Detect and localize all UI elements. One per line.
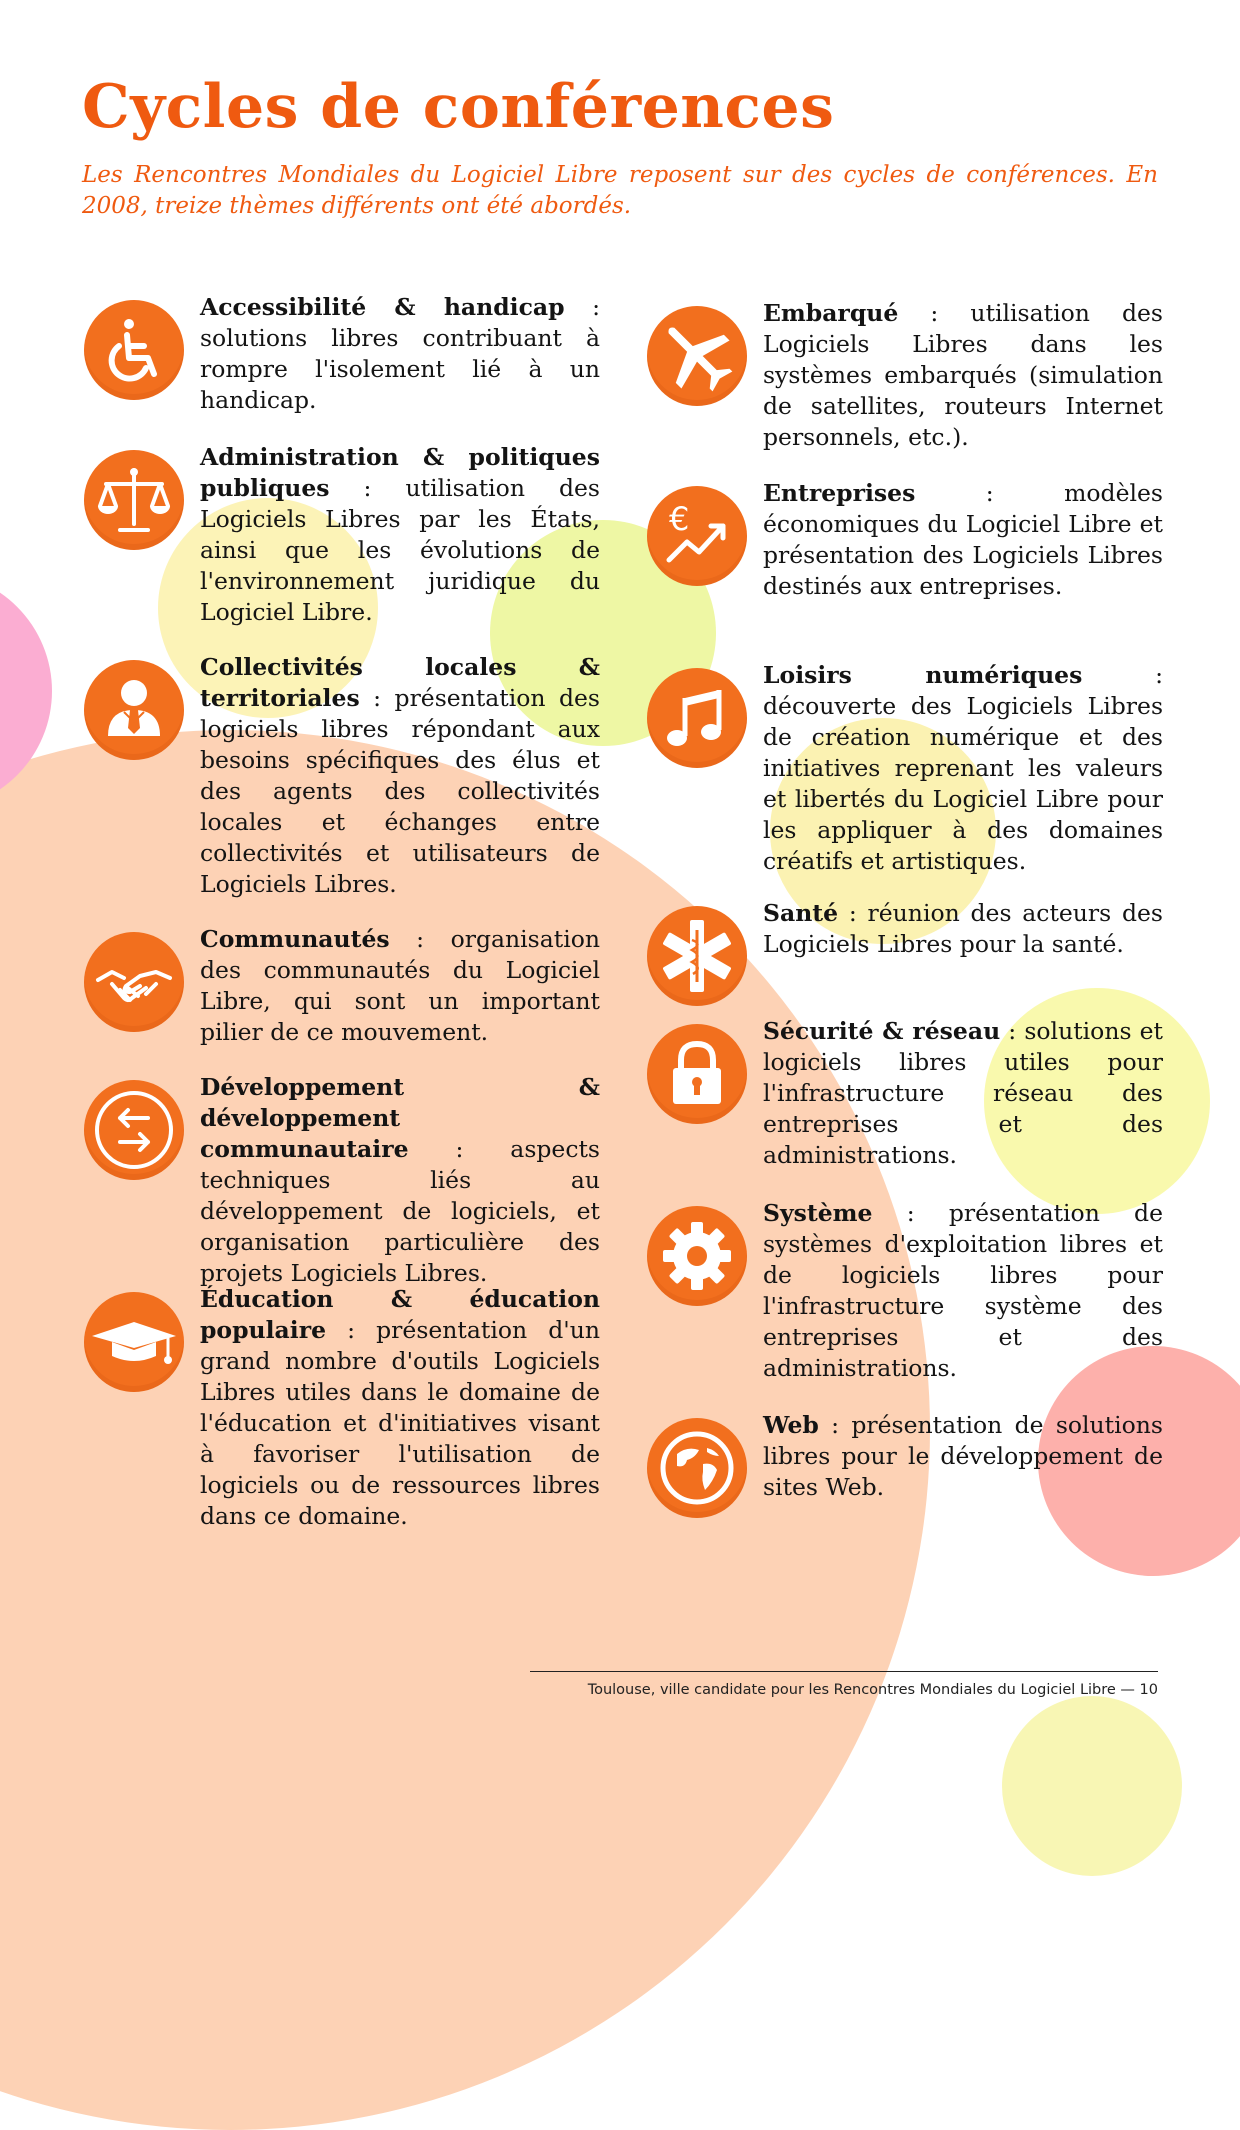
graduation-cap-icon — [84, 1292, 184, 1392]
official-person-icon — [84, 660, 184, 760]
theme-text — [763, 1016, 1163, 1171]
theme-title: Entreprises — [763, 479, 916, 507]
theme-desc: : présentation d'un grand nombre d'outils Logiciels Libres utiles dans le domaine de l'éducation et d'initiatives visant à favoriser l'utilisation de logiciels ou de ressources libres dans ce domaine. — [200, 1316, 600, 1530]
theme-desc: : présentation des logiciels libres répondant aux besoins spécifiques des élus et des agents des collectivités locales et échanges entre collectivités et utilisateurs de Logiciels Libres. — [200, 684, 600, 898]
theme-text — [200, 1284, 600, 1532]
medical-star-icon — [647, 906, 747, 1006]
globe-icon — [647, 1418, 747, 1518]
theme-text — [763, 298, 1163, 453]
footer-divider — [530, 1671, 1158, 1672]
theme-desc: : utilisation des Logiciels Libres par les États, ainsi que les évolutions de l'environnement juridique du Logiciel Libre. — [200, 474, 600, 626]
theme-desc: : solutions libres contribuant à rompre l'isolement lié à un handicap. — [200, 293, 600, 414]
theme-text — [763, 1410, 1163, 1503]
theme-text — [200, 1072, 600, 1289]
theme-text — [763, 478, 1163, 602]
theme-text — [200, 652, 600, 900]
intro-paragraph: Les Rencontres Mondiales du Logiciel Libre reposent sur des cycles de conférences. En 2008, treize thèmes différents ont été abordés. — [82, 162, 1158, 219]
theme-title: Communautés — [200, 925, 390, 953]
theme-text — [763, 660, 1163, 877]
theme-desc: : découverte des Logiciels Libres de création numérique et des initiatives reprenant les valeurs et libertés du Logiciel Libre pour les appliquer à des domaines créatifs et artistiques. — [763, 661, 1163, 875]
theme-title: Administration & politiques publiques — [200, 443, 600, 502]
music-note-icon — [647, 668, 747, 768]
euro-growth-icon — [647, 486, 747, 586]
theme-title: Système — [763, 1199, 873, 1227]
theme-desc: : réunion des acteurs des Logiciels Libres pour la santé. — [763, 899, 1163, 958]
theme-title: Web — [763, 1411, 819, 1439]
theme-title: Développement & développement communautaire — [200, 1073, 600, 1163]
wheelchair-icon — [84, 300, 184, 400]
theme-desc: : aspects techniques liés au développement de logiciels, et organisation particulière des projets Logiciels Libres. — [200, 1135, 600, 1287]
theme-desc: : organisation des communautés du Logiciel Libre, qui sont un important pilier de ce mouvement. — [200, 925, 600, 1046]
theme-title: Loisirs numériques — [763, 661, 1083, 689]
theme-desc: : solutions et logiciels libres utiles pour l'infrastructure réseau des entreprises et des administrations. — [763, 1017, 1163, 1169]
exchange-arrows-icon — [84, 1080, 184, 1180]
theme-desc: : présentation de solutions libres pour le développement de sites Web. — [763, 1411, 1163, 1501]
svg-text:€: € — [669, 500, 690, 538]
page-title: Cycles de conférences — [82, 72, 835, 142]
page-footer: Toulouse, ville candidate pour les Rencontres Mondiales du Logiciel Libre — 10 — [587, 1682, 1158, 1698]
theme-title: Collectivités locales & territoriales — [200, 653, 600, 712]
theme-title: Santé — [763, 899, 839, 927]
theme-text — [763, 1198, 1163, 1384]
theme-title: Éducation & éducation populaire — [200, 1285, 600, 1344]
theme-desc: : utilisation des Logiciels Libres dans les systèmes embarqués (simulation de satellites, routeurs Internet personnels, etc.). — [763, 299, 1163, 451]
gear-icon — [647, 1206, 747, 1306]
theme-text — [763, 898, 1163, 960]
theme-desc: : modèles économiques du Logiciel Libre et présentation des Logiciels Libres destinés aux entreprises. — [763, 479, 1163, 600]
handshake-icon — [84, 932, 184, 1032]
theme-title: Accessibilité & handicap — [200, 293, 565, 321]
airplane-icon — [647, 306, 747, 406]
theme-text — [200, 292, 600, 416]
theme-desc: : présentation de systèmes d'exploitation libres et de logiciels libres pour l'infrastructure système des entreprises et des administrations. — [763, 1199, 1163, 1382]
theme-title: Embarqué — [763, 299, 899, 327]
theme-title: Sécurité & réseau — [763, 1017, 1001, 1045]
scales-icon — [84, 450, 184, 550]
theme-text — [200, 442, 600, 628]
padlock-icon — [647, 1024, 747, 1124]
theme-text — [200, 924, 600, 1048]
